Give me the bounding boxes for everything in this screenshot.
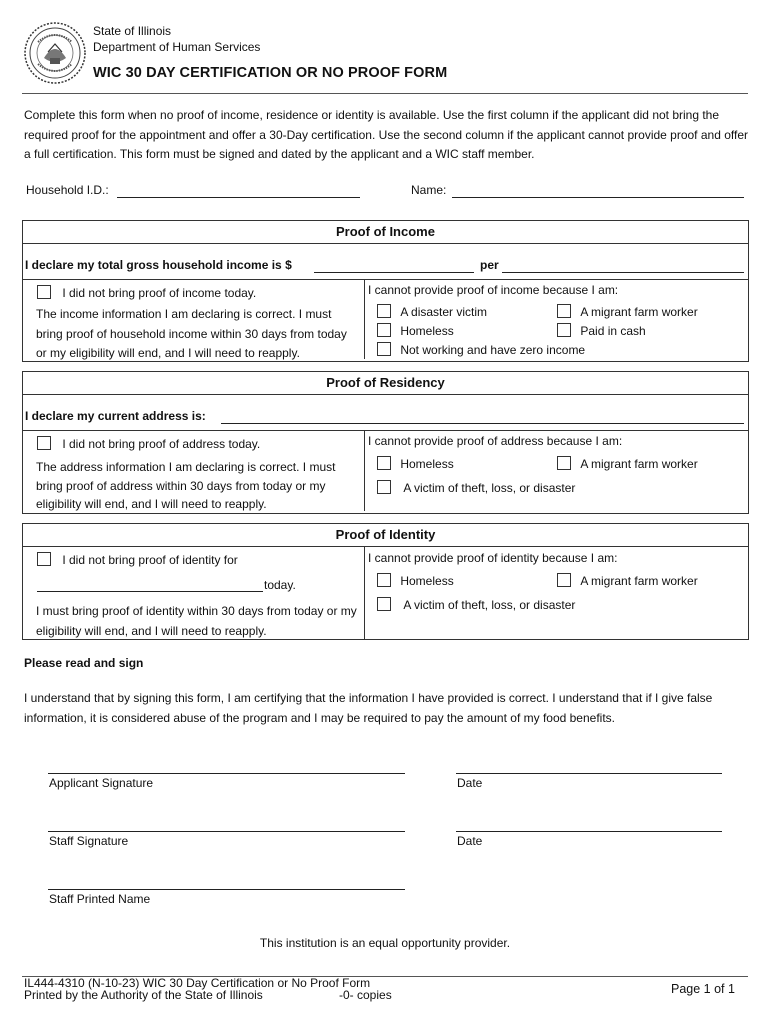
income-did-not-bring[interactable]: [37, 285, 256, 300]
residency-cannot-provide: I cannot provide proof of address because I am:: [368, 434, 623, 448]
residency-divider: [23, 430, 748, 431]
printed-by: Printed by the Authority of the State of Illinois: [24, 988, 263, 1002]
residency-section: [22, 371, 749, 514]
residency-option-homeless[interactable]: [377, 456, 454, 471]
address-did-not-bring-label: I did not bring proof of address today.: [62, 437, 261, 451]
homeless-checkbox[interactable]: [377, 323, 391, 337]
income-option-zero-income[interactable]: [377, 342, 585, 357]
applicant-date-line[interactable]: [456, 773, 722, 774]
income-option-paid-cash[interactable]: [557, 323, 646, 338]
staff-signature-line[interactable]: [48, 831, 405, 832]
address-declare-label: I declare my current address is:: [25, 409, 206, 423]
staff-printed-name-line[interactable]: [48, 889, 405, 890]
option-label: Not working and have zero income: [400, 343, 586, 357]
equal-opportunity-statement: This institution is an equal opportunity provider.: [259, 936, 511, 950]
household-id-field[interactable]: [117, 197, 360, 198]
identity-cannot-provide: I cannot provide proof of identity because I am:: [368, 551, 618, 565]
option-label: A migrant farm worker: [580, 574, 698, 588]
identity-option-theft[interactable]: [377, 597, 575, 612]
option-label: Homeless: [400, 574, 454, 588]
identity-did-not-bring[interactable]: [37, 552, 238, 567]
identity-did-not-bring-checkbox[interactable]: [37, 552, 51, 566]
form-id: IL444-4310 (N-10-23) WIC 30 Day Certification or No Proof Form: [24, 976, 371, 990]
residency-statement: The address information I am declaring is correct. I must bring proof of address within 30 days from today or my eligibility will end, and I will need to reapply.: [36, 460, 336, 511]
address-did-not-bring-checkbox[interactable]: [37, 436, 51, 450]
migrant-farm-worker-checkbox[interactable]: [557, 573, 571, 587]
theft-loss-disaster-checkbox[interactable]: [377, 480, 391, 494]
option-label: A migrant farm worker: [580, 305, 698, 319]
disaster-victim-checkbox[interactable]: [377, 304, 391, 318]
income-did-not-bring-label: I did not bring proof of income today.: [62, 286, 257, 300]
homeless-checkbox[interactable]: [377, 573, 391, 587]
form-title: WIC 30 DAY CERTIFICATION OR NO PROOF FORM: [93, 65, 448, 81]
option-label: A disaster victim: [400, 305, 488, 319]
option-label: Homeless: [400, 457, 454, 471]
income-divider: [23, 279, 748, 280]
applicant-signature-label: Applicant Signature: [49, 776, 154, 790]
theft-loss-disaster-checkbox[interactable]: [377, 597, 391, 611]
income-cannot-provide: I cannot provide proof of income because I am:: [368, 283, 619, 297]
staff-date-line[interactable]: [456, 831, 722, 832]
applicant-date-label: Date: [457, 776, 483, 790]
income-amount-field[interactable]: [314, 272, 474, 273]
migrant-farm-worker-checkbox[interactable]: [557, 304, 571, 318]
zero-income-checkbox[interactable]: [377, 342, 391, 356]
page-number: Page 1 of 1: [671, 982, 735, 996]
name-field[interactable]: [452, 197, 744, 198]
residency-column-divider: [364, 430, 365, 511]
identity-heading: Proof of Identity: [23, 524, 748, 547]
illinois-seal-icon: [24, 22, 86, 84]
identity-option-migrant[interactable]: [557, 573, 698, 588]
identity-today: today.: [264, 578, 296, 592]
household-id-label: Household I.D.:: [26, 183, 109, 197]
identity-statement: I must bring proof of identity within 30 days from today or my eligibility will end, and I will need to reapply.: [36, 604, 357, 638]
staff-printed-name-label: Staff Printed Name: [49, 892, 151, 906]
option-label: A victim of theft, loss, or disaster: [403, 598, 576, 612]
option-label: Paid in cash: [580, 324, 646, 338]
address-did-not-bring[interactable]: [37, 436, 260, 451]
income-section: [22, 220, 749, 362]
staff-date-label: Date: [457, 834, 483, 848]
applicant-signature-line[interactable]: [48, 773, 405, 774]
residency-heading: Proof of Residency: [23, 372, 748, 395]
income-option-homeless[interactable]: [377, 323, 454, 338]
option-label: Homeless: [400, 324, 454, 338]
residency-option-migrant[interactable]: [557, 456, 698, 471]
department-name: Department of Human Services: [93, 40, 261, 54]
sign-statement: I understand that by signing this form, I am certifying that the information I have provided is correct. I understand that if I give false information, it is considered abuse of the program and I may be required to pay the amount of my food benefits.: [24, 691, 713, 725]
income-did-not-bring-checkbox[interactable]: [37, 285, 51, 299]
income-declare-label: I declare my total gross household income is $: [25, 258, 292, 272]
name-label: Name:: [411, 183, 447, 197]
identity-option-homeless[interactable]: [377, 573, 454, 588]
option-label: A migrant farm worker: [580, 457, 698, 471]
homeless-checkbox[interactable]: [377, 456, 391, 470]
option-label: A victim of theft, loss, or disaster: [403, 481, 576, 495]
identity-for-field[interactable]: [37, 591, 263, 592]
footer-rule-right: [384, 976, 748, 977]
state-name: State of Illinois: [93, 24, 172, 38]
migrant-farm-worker-checkbox[interactable]: [557, 456, 571, 470]
agency-header: [93, 23, 260, 55]
paid-in-cash-checkbox[interactable]: [557, 323, 571, 337]
sign-heading: Please read and sign: [24, 656, 144, 670]
identity-column-divider: [364, 546, 365, 639]
income-option-migrant[interactable]: [557, 304, 698, 319]
income-statement: The income information I am declaring is correct. I must bring proof of household income within 30 days from today or my eligibility will end, and I will need to reapply.: [36, 307, 347, 360]
intro-text: Complete this form when no proof of income, residence or identity is available. Use the first column if the applicant did not bring the required proof for the appointment and offer a 30-Day certification. Use the second column if the applicant cannot provide proof and offer a full certification. This form must be signed and dated by the applicant and a WIC staff member.: [24, 108, 748, 161]
header-rule: [22, 93, 748, 94]
income-heading: Proof of Income: [23, 221, 748, 244]
residency-option-theft[interactable]: [377, 480, 575, 495]
income-per-label: per: [480, 258, 499, 272]
address-field[interactable]: [221, 423, 744, 424]
staff-signature-label: Staff Signature: [49, 834, 129, 848]
identity-section: [22, 523, 749, 640]
copies: -0- copies: [339, 988, 392, 1002]
income-option-disaster[interactable]: [377, 304, 487, 319]
income-column-divider: [364, 279, 365, 359]
identity-did-not-bring-label: I did not bring proof of identity for: [62, 553, 238, 567]
income-period-field[interactable]: [502, 272, 744, 273]
